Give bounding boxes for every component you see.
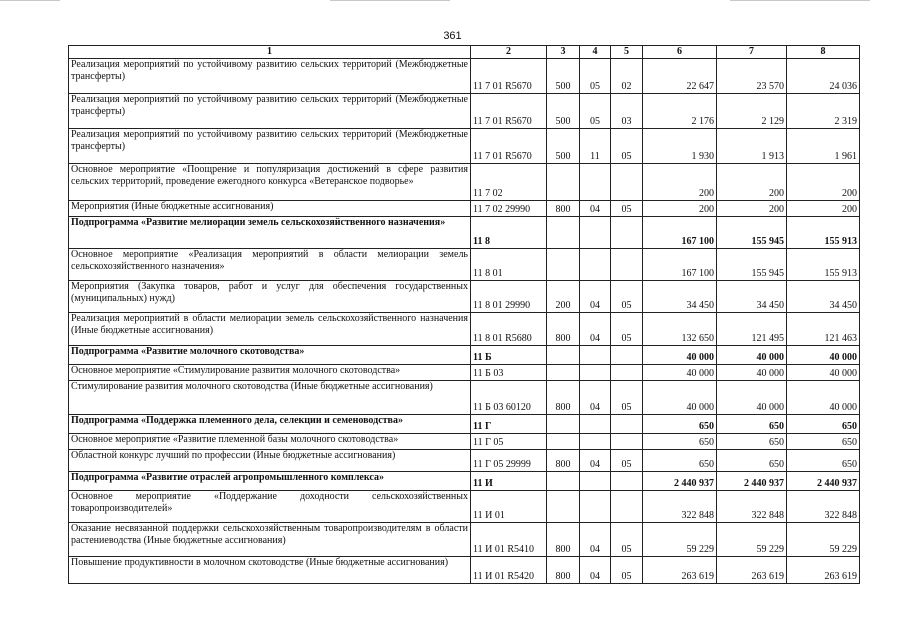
row-col-4: [580, 249, 611, 281]
row-value-8: 59 229: [787, 523, 860, 557]
row-col-4: 04: [580, 557, 611, 584]
row-value-6: 34 450: [643, 281, 717, 313]
row-name: Подпрограмма «Поддержка племенного дела, селекции и семеноводства»: [69, 415, 471, 434]
row-code: 11 7 01 R5670: [471, 59, 547, 94]
row-col-5: [611, 164, 643, 201]
row-col-3: [547, 491, 580, 523]
row-code: 11 Б 03 60120: [471, 381, 547, 415]
row-value-8: 121 463: [787, 313, 860, 346]
row-col-4: [580, 472, 611, 491]
table-row: [69, 472, 860, 491]
row-value-6: 40 000: [643, 381, 717, 415]
row-name: Подпрограмма «Развитие молочного скотоводства»: [69, 346, 471, 365]
row-col-5: 05: [611, 313, 643, 346]
row-value-8: 322 848: [787, 491, 860, 523]
row-code: 11 8 01 R5680: [471, 313, 547, 346]
row-value-8: 650: [787, 450, 860, 472]
header-col-4: 4: [580, 46, 611, 59]
row-code: 11 8 01: [471, 249, 547, 281]
row-col-3: [547, 415, 580, 434]
row-value-6: 2 440 937: [643, 472, 717, 491]
row-col-4: [580, 365, 611, 381]
row-code: 11 И: [471, 472, 547, 491]
row-name: Оказание несвязанной поддержки сельскохозяйственным товаропроизводителям в области растениеводства (Иные бюджетные ассигнования): [69, 523, 471, 557]
row-code: 11 Б 03: [471, 365, 547, 381]
row-value-7: 2 129: [717, 94, 787, 129]
row-value-7: 322 848: [717, 491, 787, 523]
row-col-5: [611, 415, 643, 434]
row-value-8: 2 319: [787, 94, 860, 129]
scan-top-rule-mid: [330, 0, 450, 1]
row-name: Основное мероприятие «Поощрение и популяризация достижений в сфере развития сельских территорий, проведение ежегодного конкурса «Ветеранское подворье»: [69, 164, 471, 201]
header-col-7: 7: [717, 46, 787, 59]
row-value-7: 650: [717, 415, 787, 434]
row-col-5: 05: [611, 381, 643, 415]
row-name: Реализация мероприятий по устойчивому развитию сельских территорий (Межбюджетные трансферты): [69, 129, 471, 164]
row-col-5: 02: [611, 59, 643, 94]
row-col-4: 11: [580, 129, 611, 164]
table-row: [69, 491, 860, 523]
row-col-4: 05: [580, 59, 611, 94]
row-value-6: 22 647: [643, 59, 717, 94]
row-col-3: 800: [547, 313, 580, 346]
header-col-1: 1: [69, 46, 471, 59]
row-value-7: 2 440 937: [717, 472, 787, 491]
row-col-3: [547, 164, 580, 201]
row-col-4: [580, 346, 611, 365]
row-col-3: 500: [547, 94, 580, 129]
row-code: 11 Б: [471, 346, 547, 365]
table-row: [69, 94, 860, 129]
row-col-4: 04: [580, 381, 611, 415]
row-value-6: 650: [643, 450, 717, 472]
row-value-6: 40 000: [643, 365, 717, 381]
row-value-7: 200: [717, 201, 787, 217]
row-name: Основное мероприятие «Стимулирование развития молочного скотоводства»: [69, 365, 471, 381]
row-col-5: 05: [611, 201, 643, 217]
row-col-5: [611, 217, 643, 249]
row-value-6: 322 848: [643, 491, 717, 523]
table-row: [69, 129, 860, 164]
table-row: [69, 415, 860, 434]
table-row: [69, 450, 860, 472]
row-value-6: 200: [643, 164, 717, 201]
row-col-5: 05: [611, 281, 643, 313]
row-name: Областной конкурс лучший по профессии (Иные бюджетные ассигнования): [69, 450, 471, 472]
table-row: [69, 365, 860, 381]
row-col-5: [611, 346, 643, 365]
scan-top-rule-right: [730, 0, 870, 1]
row-col-3: 800: [547, 557, 580, 584]
row-value-8: 24 036: [787, 59, 860, 94]
budget-table: [68, 45, 860, 584]
row-name: Мероприятия (Закупка товаров, работ и услуг для обеспечения государственных (муниципальных) нужд): [69, 281, 471, 313]
table-row: [69, 164, 860, 201]
row-value-7: 121 495: [717, 313, 787, 346]
header-col-3: 3: [547, 46, 580, 59]
row-name: Реализация мероприятий по устойчивому развитию сельских территорий (Межбюджетные трансферты): [69, 59, 471, 94]
table-row: [69, 381, 860, 415]
row-name: Подпрограмма «Развитие отраслей агропромышленного комплекса»: [69, 472, 471, 491]
row-value-6: 59 229: [643, 523, 717, 557]
row-name: Мероприятия (Иные бюджетные ассигнования): [69, 201, 471, 217]
row-col-5: [611, 249, 643, 281]
header-col-2: 2: [471, 46, 547, 59]
row-value-7: 59 229: [717, 523, 787, 557]
row-value-8: 650: [787, 415, 860, 434]
row-value-6: 1 930: [643, 129, 717, 164]
row-col-5: [611, 491, 643, 523]
header-col-8: 8: [787, 46, 860, 59]
header-col-6: 6: [643, 46, 717, 59]
row-code: 11 7 01 R5670: [471, 94, 547, 129]
row-value-7: 40 000: [717, 365, 787, 381]
row-code: 11 8 01 29990: [471, 281, 547, 313]
row-col-4: [580, 434, 611, 450]
row-value-6: 167 100: [643, 217, 717, 249]
row-col-5: 03: [611, 94, 643, 129]
row-value-7: 263 619: [717, 557, 787, 584]
scan-top-rule-left: [0, 0, 60, 1]
row-col-3: [547, 346, 580, 365]
row-col-4: [580, 415, 611, 434]
header-col-5: 5: [611, 46, 643, 59]
row-col-3: [547, 434, 580, 450]
row-col-3: [547, 217, 580, 249]
row-value-7: 155 945: [717, 249, 787, 281]
row-value-6: 40 000: [643, 346, 717, 365]
row-col-3: 500: [547, 59, 580, 94]
row-code: 11 Г 05: [471, 434, 547, 450]
row-value-6: 2 176: [643, 94, 717, 129]
row-col-5: 05: [611, 450, 643, 472]
row-value-8: 40 000: [787, 365, 860, 381]
row-value-8: 200: [787, 164, 860, 201]
table-row: [69, 557, 860, 584]
row-col-3: 800: [547, 201, 580, 217]
row-value-8: 2 440 937: [787, 472, 860, 491]
row-name: Основное мероприятие «Реализация мероприятий в области мелиорации земель сельскохозяйственного назначения»: [69, 249, 471, 281]
row-value-8: 40 000: [787, 346, 860, 365]
row-value-8: 34 450: [787, 281, 860, 313]
table-row: [69, 434, 860, 450]
row-value-6: 650: [643, 434, 717, 450]
row-value-6: 132 650: [643, 313, 717, 346]
row-code: 11 Г: [471, 415, 547, 434]
row-value-8: 155 913: [787, 249, 860, 281]
row-col-4: [580, 491, 611, 523]
row-value-8: 155 913: [787, 217, 860, 249]
row-value-7: 23 570: [717, 59, 787, 94]
row-value-6: 200: [643, 201, 717, 217]
row-value-8: 1 961: [787, 129, 860, 164]
table-row: [69, 249, 860, 281]
row-col-5: [611, 365, 643, 381]
row-code: 11 И 01 R5410: [471, 523, 547, 557]
row-name: Подпрограмма «Развитие мелиорации земель сельскохозяйственного назначения»: [69, 217, 471, 249]
table-row: [69, 313, 860, 346]
row-value-7: 1 913: [717, 129, 787, 164]
row-col-5: [611, 434, 643, 450]
row-value-7: 650: [717, 434, 787, 450]
row-col-4: [580, 164, 611, 201]
row-col-3: [547, 472, 580, 491]
table-row: [69, 281, 860, 313]
row-value-8: 263 619: [787, 557, 860, 584]
row-value-7: 34 450: [717, 281, 787, 313]
row-value-8: 40 000: [787, 381, 860, 415]
row-code: 11 И 01 R5420: [471, 557, 547, 584]
row-value-7: 155 945: [717, 217, 787, 249]
row-code: 11 8: [471, 217, 547, 249]
row-value-7: 40 000: [717, 346, 787, 365]
row-value-6: 650: [643, 415, 717, 434]
row-name: Реализация мероприятий по устойчивому развитию сельских территорий (Межбюджетные трансферты): [69, 94, 471, 129]
row-col-3: 500: [547, 129, 580, 164]
row-value-8: 650: [787, 434, 860, 450]
row-value-8: 200: [787, 201, 860, 217]
row-col-5: [611, 472, 643, 491]
row-col-4: [580, 217, 611, 249]
row-code: 11 7 02: [471, 164, 547, 201]
row-col-4: 04: [580, 313, 611, 346]
row-name: Реализация мероприятий в области мелиорации земель сельскохозяйственного назначения (Иные бюджетные ассигнования): [69, 313, 471, 346]
row-code: 11 7 01 R5670: [471, 129, 547, 164]
table-row: [69, 217, 860, 249]
row-col-4: 04: [580, 281, 611, 313]
row-value-6: 263 619: [643, 557, 717, 584]
table-row: [69, 59, 860, 94]
row-name: Стимулирование развития молочного скотоводства (Иные бюджетные ассигнования): [69, 381, 471, 415]
row-col-3: 200: [547, 281, 580, 313]
row-name: Основное мероприятие «Поддержание доходности сельскохозяйственных товаропроизводителей»: [69, 491, 471, 523]
row-col-5: 05: [611, 129, 643, 164]
row-col-4: 04: [580, 450, 611, 472]
table-row: [69, 346, 860, 365]
row-value-7: 650: [717, 450, 787, 472]
row-col-5: 05: [611, 557, 643, 584]
row-col-3: 800: [547, 450, 580, 472]
row-col-4: 04: [580, 201, 611, 217]
header-row: [69, 46, 860, 59]
table-row: [69, 523, 860, 557]
row-col-3: 800: [547, 523, 580, 557]
table-row: [69, 201, 860, 217]
row-value-6: 167 100: [643, 249, 717, 281]
row-code: 11 Г 05 29999: [471, 450, 547, 472]
row-code: 11 7 02 29990: [471, 201, 547, 217]
row-col-3: [547, 249, 580, 281]
row-col-3: 800: [547, 381, 580, 415]
row-value-7: 200: [717, 164, 787, 201]
row-name: Повышение продуктивности в молочном скотоводстве (Иные бюджетные ассигнования): [69, 557, 471, 584]
row-col-5: 05: [611, 523, 643, 557]
row-name: Основное мероприятие «Развитие племенной базы молочного скотоводства»: [69, 434, 471, 450]
row-value-7: 40 000: [717, 381, 787, 415]
row-col-3: [547, 365, 580, 381]
page-number: 361: [443, 30, 462, 42]
row-code: 11 И 01: [471, 491, 547, 523]
row-col-4: 05: [580, 94, 611, 129]
row-col-4: 04: [580, 523, 611, 557]
